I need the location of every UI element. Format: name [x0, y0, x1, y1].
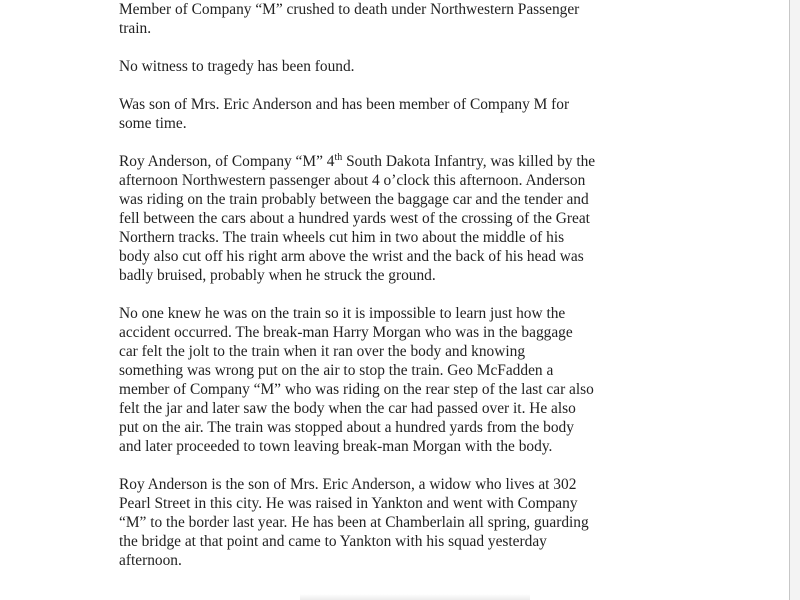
text-line: some time. — [119, 115, 187, 132]
text-line: Roy Anderson is the son of Mrs. Eric Anderson, a widow who lives at 302 — [119, 476, 577, 493]
text-line: the bridge at that point and came to Yankton with his squad yesterday — [119, 533, 547, 550]
paragraph — [119, 475, 694, 570]
text-line: something was wrong put on the air to stop the train. Geo McFadden a — [119, 362, 554, 379]
paragraph — [119, 304, 694, 456]
text-line: felt the jar and later saw the body when the car had passed over it. He also — [119, 400, 576, 417]
paragraph — [119, 57, 694, 76]
paragraph — [119, 0, 694, 38]
text-line: “M” to the border last year. He has been at Chamberlain all spring, guarding — [119, 514, 589, 531]
text-line: Pearl Street in this city. He was raised in Yankton and went with Company — [119, 495, 578, 512]
text-line: No witness to tragedy has been found. — [119, 58, 355, 75]
text-line: body also cut off his right arm above the wrist and the back of his head was — [119, 248, 584, 265]
text-line: Member of Company “M” crushed to death under Northwestern Passenger — [119, 1, 580, 18]
text-line: afternoon Northwestern passenger about 4 o’clock this afternoon. Anderson — [119, 172, 586, 189]
paragraph — [119, 152, 694, 285]
text-line: Northern tracks. The train wheels cut him in two about the middle of his — [119, 229, 565, 246]
text-line: train. — [119, 20, 152, 37]
text-line: car felt the jolt to the train when it ran over the body and knowing — [119, 343, 526, 360]
text-line: and later proceeded to town leaving break-man Morgan with the body. — [119, 438, 553, 455]
document-body — [119, 0, 694, 570]
paragraph — [119, 95, 694, 133]
text-line: fell between the cars about a hundred yards west of the crossing of the Great — [119, 210, 590, 227]
text-line: put on the air. The train was stopped about a hundred yards from the body — [119, 419, 574, 436]
text-line: Roy Anderson, of Company “M” 4th South Dakota Infantry, was killed by the — [119, 151, 596, 170]
text-line: member of Company “M” who was riding on the rear step of the last car also — [119, 381, 594, 398]
text-line: No one knew he was on the train so it is impossible to learn just how the — [119, 305, 566, 322]
text-line: badly bruised, probably when he struck the ground. — [119, 267, 436, 284]
text-line: Was son of Mrs. Eric Anderson and has been member of Company M for — [119, 96, 570, 113]
text-line: was riding on the train probably between the baggage car and the tender and — [119, 191, 589, 208]
text-line: afternoon. — [119, 552, 182, 569]
text-line: accident occurred. The break-man Harry Morgan who was in the baggage — [119, 324, 573, 341]
page-edge-shadow — [790, 0, 800, 600]
scan-smudge — [300, 594, 530, 600]
